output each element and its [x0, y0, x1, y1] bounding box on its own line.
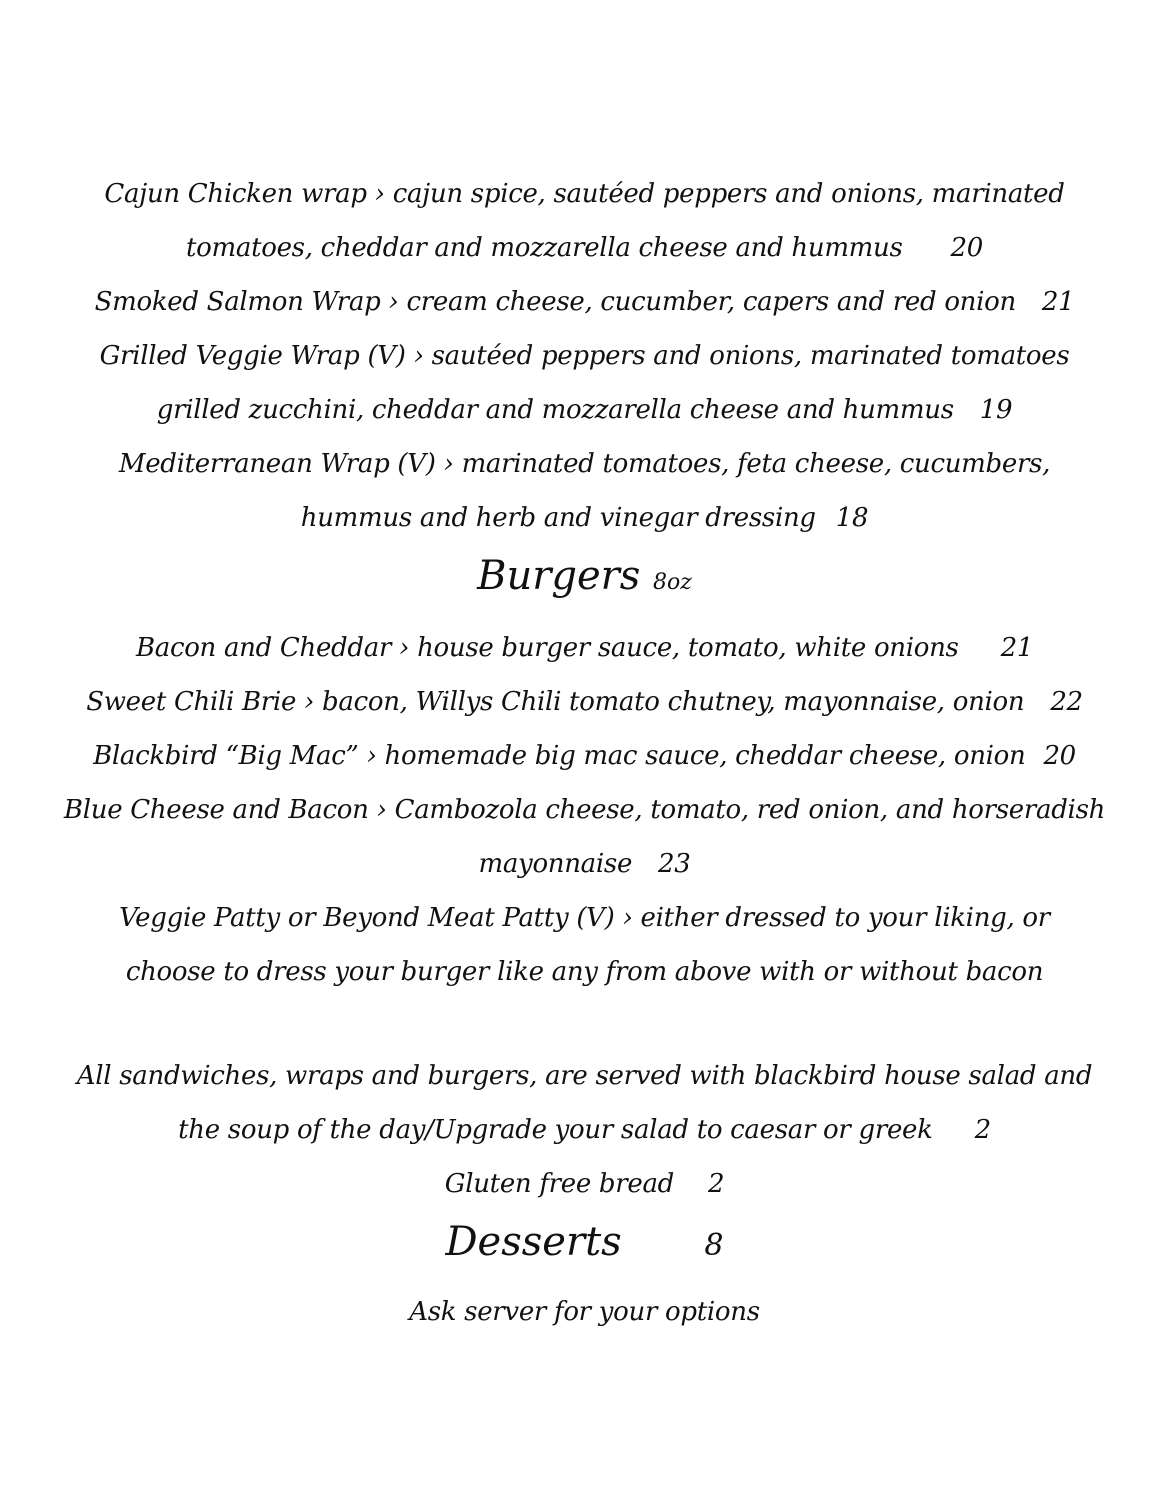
burger-blue-cheese-line1: Blue Cheese and Bacon › Cambozola cheese, tomato, red onion, and horseradish [63, 795, 1106, 825]
wrap-mediterranean-price: 18 [835, 503, 869, 533]
salad-upgrade-price: 2 [974, 1115, 991, 1145]
gluten-free-bread: Gluten free bread 2 [444, 1169, 725, 1199]
burgers-weight-note: 8oz [653, 570, 692, 595]
desserts-title: Desserts [445, 1219, 622, 1265]
desserts-note: Ask server for your options [409, 1297, 760, 1327]
wrap-grilled-veggie-price: 19 [979, 395, 1013, 425]
burgers-heading [0, 552, 1169, 607]
sides-note-line1: All sandwiches, wraps and burgers, are served with blackbird house salad and [76, 1061, 1093, 1091]
wrap-cajun-chicken-price: 20 [950, 233, 983, 263]
wrap-grilled-veggie-line1: Grilled Veggie Wrap (V) › sautéed peppers and onions, marinated tomatoes [99, 341, 1070, 371]
desserts-heading [0, 1218, 1169, 1270]
burger-veggie-patty-line1: Veggie Patty or Beyond Meat Patty (V) › either dressed to your liking, or [119, 903, 1050, 933]
burger-veggie-patty-line2: choose to dress your burger like any from above with or without bacon [125, 957, 1044, 987]
burger-big-mac-price: 20 [1043, 741, 1076, 771]
wrap-cajun-chicken-line2: tomatoes, cheddar and mozzarella cheese and hummus 20 [186, 233, 983, 263]
burger-bacon-cheddar: Bacon and Cheddar › house burger sauce, tomato, white onions 21 [135, 633, 1034, 663]
burger-blue-cheese-line2: mayonnaise 23 [478, 849, 691, 879]
burger-sweet-chili-brie-price: 22 [1050, 687, 1083, 717]
wrap-mediterranean-line1: Mediterranean Wrap (V) › marinated tomatoes, feta cheese, cucumbers, [118, 449, 1051, 479]
burger-blue-cheese-price: 23 [658, 849, 691, 879]
wrap-smoked-salmon-price: 21 [1041, 287, 1075, 317]
gluten-free-bread-price: 2 [708, 1169, 725, 1199]
wrap-grilled-veggie-line2: grilled zucchini, cheddar and mozzarella cheese and hummus 19 [156, 395, 1013, 425]
burger-bacon-cheddar-price: 21 [1000, 633, 1034, 663]
wrap-cajun-chicken-line1: Cajun Chicken wrap › cajun spice, sautéed peppers and onions, marinated [104, 179, 1065, 209]
wrap-mediterranean-line2: hummus and herb and vinegar dressing 18 [300, 503, 869, 533]
wrap-smoked-salmon: Smoked Salmon Wrap › cream cheese, cucumber, capers and red onion 21 [94, 287, 1075, 317]
burger-sweet-chili-brie: Sweet Chili Brie › bacon, Willys Chili tomato chutney, mayonnaise, onion 22 [86, 687, 1083, 717]
burgers-title: Burgers [477, 553, 641, 599]
desserts-price: 8 [704, 1228, 724, 1263]
sides-note-line2: the soup of the day/Upgrade your salad to caesar or greek 2 [178, 1115, 991, 1145]
burger-big-mac: Blackbird “Big Mac” › homemade big mac sauce, cheddar cheese, onion 20 [93, 741, 1076, 771]
